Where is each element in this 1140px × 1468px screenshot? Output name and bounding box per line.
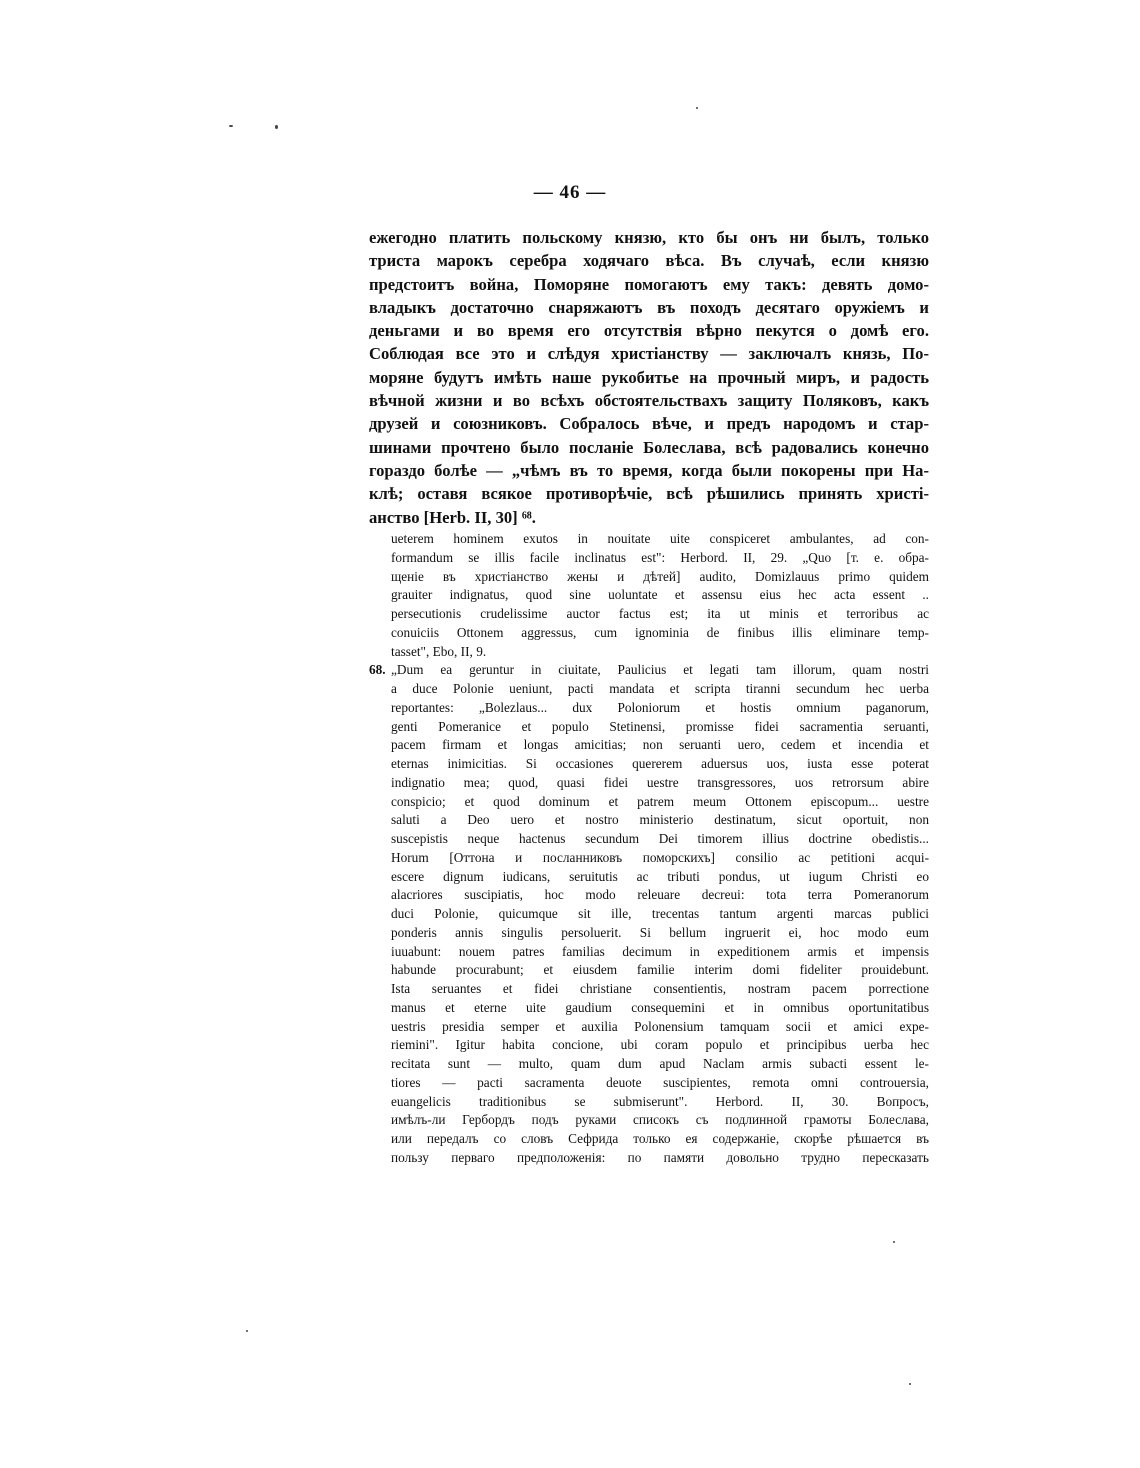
footnote-line: Horum [Оттона и посланниковъ поморскихъ] consilio ac petitioni acqui-	[391, 849, 929, 865]
footnote-line: riemini". Igitur habita concione, ubi coram populo et principibus uerba hec	[391, 1037, 929, 1053]
text-line: Соблюдая все это и слѣдуя христіанству — заключалъ князь, По-	[369, 344, 929, 364]
footnote-line: formandum se illis facile inclinatus est": Herbord. II, 29. „Quo [т. е. обра-	[391, 549, 929, 565]
footnote-line: uestris presidia semper et auxilia Polonensium tamquam socii et amici expe-	[391, 1018, 929, 1034]
footnote-line: eternas inimicitias. Si occasiones quererem aduersus uos, iusta esse poterat	[391, 756, 929, 771]
footnote-line: saluti a Deo uero et nostro ministerio destinatum, sicut oportuit, non	[391, 812, 929, 828]
footnote-line: suscepistis neque hactenus secundum Dei timorem illius doctrine obedistis...	[391, 831, 929, 846]
footnote-number: 68.	[369, 662, 386, 678]
footnote-line: ueterem hominem exutos in nouitate uite conspiceret ambulantes, ad con-	[391, 531, 929, 546]
footnotes	[369, 530, 929, 1168]
footnote-line: имѣлъ-ли Гербордъ подъ руками списокъ съ подлинной грамоты Болеслава,	[391, 1112, 929, 1128]
footnote-line: щеніе въ христіанство жены и дѣтей] audito, Domizlauus primo quidem	[391, 568, 929, 584]
footnote-line: или передалъ со словъ Сефрида только ея содержаніе, скорѣе рѣшается въ	[391, 1131, 929, 1146]
footnote-line: conuiciis Ottonem aggressus, cum ignominia de finibus illis eliminare temp-	[391, 624, 929, 640]
footnote-line: escere dignum iudicans, seruitutis ac tributi pondus, ut iugum Christi eo	[391, 868, 929, 884]
footnote-line: genti Pomeranice et populo Stetinensi, promisse fidei sacramentia seruanti,	[391, 718, 929, 734]
footnote-line: recitata sunt — multo, quam dum apud Naclam armis subacti essent le-	[391, 1056, 929, 1071]
footnote-line: tiores — pacti sacramenta deuote suscipientes, remota omni controuersia,	[391, 1074, 929, 1090]
scan-speck	[229, 125, 233, 127]
footnote-68	[369, 661, 929, 1167]
footnote-68-body	[369, 661, 929, 1167]
footnote-line: duci Polonie, quicumque sit ille, trecentas tantum argenti marcas publici	[391, 906, 929, 921]
footnote-line: ponderis annis singulis persoluerit. Si bellum ingruerit ei, hoc modo eum	[391, 924, 929, 940]
text-line: моряне будутъ имѣть наше рукобитье на прочный миръ, и радость	[369, 367, 929, 387]
text-line: вѣчной жизни и во всѣхъ обстоятельствахъ защиту Поляковъ, какъ	[369, 391, 929, 411]
footnote-line: habunde procurabunt; et eiusdem familie interim domi fideliter prouidebunt.	[391, 962, 929, 978]
footnote-line: persecutionis crudelissime auctor factus est; ita ut minis et terroribus ac	[391, 606, 929, 621]
footnote-line: pacem firmam et longas amicitias; non seruanti uero, cedem et incendia et	[391, 737, 929, 753]
scan-speck	[246, 1330, 248, 1332]
scan-speck	[275, 125, 278, 129]
text-line: анство [Herb. II, 30] ⁶⁸.	[369, 507, 536, 527]
footnote-line: grauiter indignatus, quod sine uoluntate et assensu eius hec acta essent ..	[391, 587, 929, 603]
footnote-line: Ista seruantes et fidei christiane consentientis, nostram pacem porrectione	[391, 981, 929, 996]
text-line: клѣ; оставя всякое противорѣчіе, всѣ рѣшились принять христі-	[369, 484, 929, 504]
text-line: триста марокъ серебра ходячаго вѣса. Въ случаѣ, если князю	[369, 251, 929, 271]
page-number: — 46 —	[533, 182, 607, 203]
footnote-line: conspicio; et quod dominum et patrem meum Ottonem episcopum... uestre	[391, 793, 929, 809]
footnote-line: alacriores suscipiatis, hoc modo releuare decreui: tota terra Pomeranorum	[391, 887, 929, 903]
footnote-line: a duce Polonie ueniunt, pacti mandata et scripta tiranni secundum hec uerba	[391, 681, 929, 696]
main-paragraph	[369, 226, 929, 529]
footnote-line: iuuabunt: nouem patres familias decimum in expeditionem armis et impensis	[391, 943, 929, 959]
text-line: деньгами и во время его отсутствія вѣрно пекутся о домѣ его.	[369, 321, 929, 341]
footnote-line: euangelicis traditionibus se submiserunt". Herbord. II, 30. Вопросъ,	[391, 1093, 929, 1109]
text-line: ежегодно платить польскому князю, кто бы онъ ни былъ, только	[369, 228, 929, 247]
text-line: шинами прочтено было посланіе Болеслава, всѣ радовались конечно	[369, 437, 929, 457]
text-line: друзей и союзниковъ. Собралось вѣче, и предъ народомъ и стар-	[369, 414, 929, 434]
footnote-line: manus et eterne uite gaudium consequemini et in omnibus oportunitatibus	[391, 999, 929, 1015]
text-line: предстоитъ война, Поморяне помогаютъ ему такъ: девять домо-	[369, 274, 929, 294]
scan-speck	[909, 1383, 911, 1385]
scan-speck	[893, 1241, 895, 1243]
footnote-line: indignatio mea; quod, quasi fidei uestre transgressores, uos retrorsum abire	[391, 774, 929, 790]
footnote-line: reportantes: „Bolezlaus... dux Poloniorum et hostis omnium paganorum,	[391, 699, 929, 715]
footnote-line: tasset", Ebo, II, 9.	[391, 643, 487, 659]
scan-speck	[696, 107, 698, 109]
footnote-continuation	[369, 530, 929, 661]
text-line: гораздо болѣе — „чѣмъ въ то время, когда были покорены при На-	[369, 460, 929, 480]
footnote-line: „Dum ea geruntur in ciuitate, Paulicius et legati tam illorum, quam nostri	[391, 662, 929, 678]
footnote-line: пользу перваго предположенія: по памяти довольно трудно пересказать	[391, 1149, 929, 1165]
text-line: владыкъ достаточно снаряжаютъ въ походъ десятаго оружіемъ и	[369, 297, 929, 317]
